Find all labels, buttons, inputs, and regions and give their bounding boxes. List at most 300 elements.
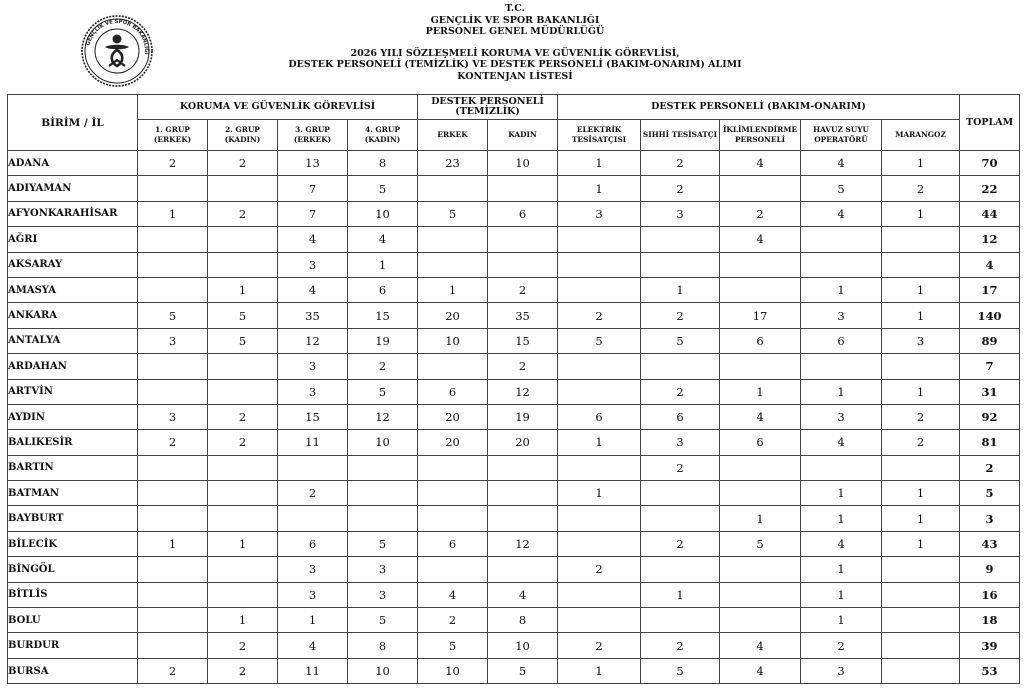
table-row [8, 608, 1020, 633]
column-header: 3. GRUP (ERKEK) [278, 120, 348, 151]
quota-cell [558, 582, 641, 607]
total-cell: 53 [960, 658, 1020, 683]
column-header-row [8, 120, 1020, 151]
subtitle-line: KONTENJAN LİSTESİ [457, 70, 573, 82]
quota-cell: 10 [488, 151, 558, 176]
province-name: BİNGÖL [8, 557, 138, 582]
quota-cell: 1 [418, 277, 488, 302]
quota-cell [641, 354, 720, 379]
quota-cell: 1 [801, 582, 882, 607]
total-cell: 81 [960, 430, 1020, 455]
quota-cell: 11 [278, 430, 348, 455]
quota-cell: 5 [488, 658, 558, 683]
quota-cell: 12 [488, 379, 558, 404]
quota-cell: 2 [208, 430, 278, 455]
quota-cell: 4 [720, 227, 801, 252]
quota-cell: 6 [418, 379, 488, 404]
quota-cell: 2 [641, 303, 720, 328]
quota-cell: 1 [801, 481, 882, 506]
quota-cell: 3 [278, 252, 348, 277]
total-cell: 31 [960, 379, 1020, 404]
quota-cell [488, 455, 558, 480]
quota-cell: 2 [348, 354, 418, 379]
quota-cell [558, 506, 641, 531]
quota-cell: 4 [278, 633, 348, 658]
title-line: PERSONEL GENEL MÜDÜRLÜĞÜ [425, 26, 605, 38]
province-name: AYDIN [8, 404, 138, 429]
quota-cell [278, 506, 348, 531]
quota-cell: 1 [801, 506, 882, 531]
quota-cell: 2 [138, 658, 208, 683]
group-header-bakim-onarim: DESTEK PERSONELİ (BAKIM-ONARIM) [558, 95, 960, 120]
total-cell: 3 [960, 506, 1020, 531]
quota-cell: 1 [720, 379, 801, 404]
quota-cell [801, 227, 882, 252]
province-name: BURDUR [8, 633, 138, 658]
quota-cell: 6 [418, 531, 488, 556]
quota-cell [641, 252, 720, 277]
province-name: BURSA [8, 658, 138, 683]
quota-cell: 2 [641, 531, 720, 556]
quota-cell: 4 [278, 227, 348, 252]
quota-cell: 1 [882, 531, 960, 556]
quota-cell: 5 [418, 201, 488, 226]
quota-cell [641, 481, 720, 506]
table-row [8, 252, 1020, 277]
quota-cell: 8 [488, 608, 558, 633]
total-cell: 2 [960, 455, 1020, 480]
title-line: T.C. [505, 3, 525, 14]
group-header-temizlik: DESTEK PERSONELİ (TEMİZLİK) [418, 95, 558, 120]
table-row [8, 227, 1020, 252]
quota-cell [138, 354, 208, 379]
quota-cell [720, 608, 801, 633]
quota-cell [208, 252, 278, 277]
quota-cell: 1 [801, 379, 882, 404]
table-row [8, 354, 1020, 379]
quota-cell: 6 [348, 277, 418, 302]
quota-cell: 4 [801, 430, 882, 455]
province-name: AMASYA [8, 277, 138, 302]
quota-cell [418, 481, 488, 506]
total-cell: 44 [960, 201, 1020, 226]
column-header: HAVUZ SUYU OPERATÖRÜ [801, 120, 882, 151]
quota-cell: 1 [882, 277, 960, 302]
quota-cell [348, 481, 418, 506]
ministry-emblem-icon [80, 14, 154, 88]
quota-cell: 2 [138, 151, 208, 176]
title-line: GENÇLİK VE SPOR BAKANLIĞI [430, 14, 600, 26]
quota-cell: 2 [208, 151, 278, 176]
quota-cell: 4 [801, 531, 882, 556]
quota-cell: 3 [558, 201, 641, 226]
total-cell: 22 [960, 176, 1020, 201]
quota-cell: 2 [882, 176, 960, 201]
quota-cell [720, 277, 801, 302]
quota-cell [418, 455, 488, 480]
total-cell: 5 [960, 481, 1020, 506]
quota-cell [138, 455, 208, 480]
quota-cell: 4 [278, 277, 348, 302]
quota-cell: 1 [641, 582, 720, 607]
province-name: AĞRI [8, 227, 138, 252]
table-row [8, 557, 1020, 582]
quota-cell: 10 [348, 430, 418, 455]
province-name: ARTVİN [8, 379, 138, 404]
province-name: AKSARAY [8, 252, 138, 277]
quota-cell: 6 [720, 328, 801, 353]
quota-cell [801, 252, 882, 277]
quota-cell: 15 [488, 328, 558, 353]
quota-cell [641, 608, 720, 633]
quota-cell: 1 [278, 608, 348, 633]
quota-cell [488, 506, 558, 531]
quota-cell [558, 379, 641, 404]
quota-cell: 2 [208, 658, 278, 683]
quota-cell: 5 [641, 328, 720, 353]
quota-cell: 4 [801, 151, 882, 176]
quota-cell: 7 [278, 176, 348, 201]
quota-cell: 3 [882, 328, 960, 353]
province-name: BATMAN [8, 481, 138, 506]
total-cell: 89 [960, 328, 1020, 353]
quota-cell: 1 [801, 557, 882, 582]
quota-cell: 1 [558, 151, 641, 176]
total-cell: 92 [960, 404, 1020, 429]
quota-cell: 3 [138, 404, 208, 429]
quota-cell: 3 [641, 430, 720, 455]
province-name: BİLECİK [8, 531, 138, 556]
quota-cell: 1 [138, 531, 208, 556]
subtitle-line: DESTEK PERSONELİ (TEMİZLİK) VE DESTEK PERSONELİ (BAKIM-ONARIM) ALIMI [288, 59, 742, 71]
quota-table [7, 94, 1020, 684]
quota-cell: 3 [801, 303, 882, 328]
total-cell: 70 [960, 151, 1020, 176]
quota-cell: 17 [720, 303, 801, 328]
quota-cell [138, 608, 208, 633]
quota-cell [208, 582, 278, 607]
quota-cell: 2 [641, 455, 720, 480]
quota-cell: 2 [208, 404, 278, 429]
quota-cell: 10 [348, 201, 418, 226]
quota-cell: 5 [348, 531, 418, 556]
quota-cell: 5 [348, 608, 418, 633]
quota-cell: 3 [278, 557, 348, 582]
quota-cell: 1 [882, 201, 960, 226]
quota-cell [138, 633, 208, 658]
total-cell: 140 [960, 303, 1020, 328]
quota-cell [558, 455, 641, 480]
quota-cell [641, 506, 720, 531]
quota-cell [488, 252, 558, 277]
quota-cell: 1 [882, 151, 960, 176]
quota-cell: 6 [720, 430, 801, 455]
quota-cell: 1 [882, 379, 960, 404]
quota-cell [558, 608, 641, 633]
quota-cell: 2 [488, 354, 558, 379]
total-cell: 17 [960, 277, 1020, 302]
quota-cell [138, 582, 208, 607]
table-row [8, 303, 1020, 328]
province-name: BİTLİS [8, 582, 138, 607]
quota-cell: 1 [720, 506, 801, 531]
quota-cell [488, 481, 558, 506]
province-name: BARTIN [8, 455, 138, 480]
quota-cell: 1 [558, 430, 641, 455]
table-row [8, 379, 1020, 404]
quota-cell [348, 455, 418, 480]
quota-cell: 2 [278, 481, 348, 506]
quota-cell [801, 354, 882, 379]
quota-cell: 20 [418, 430, 488, 455]
province-name: BALIKESİR [8, 430, 138, 455]
table-row [8, 404, 1020, 429]
quota-cell [138, 252, 208, 277]
quota-cell: 1 [558, 658, 641, 683]
quota-cell: 2 [801, 633, 882, 658]
quota-cell [208, 557, 278, 582]
quota-cell: 3 [801, 404, 882, 429]
quota-cell [418, 557, 488, 582]
quota-cell: 3 [278, 379, 348, 404]
quota-cell: 7 [278, 201, 348, 226]
quota-cell: 4 [488, 582, 558, 607]
column-header: İKLİMLENDİRME PERSONELİ [720, 120, 801, 151]
quota-cell: 2 [138, 430, 208, 455]
quota-cell: 2 [558, 303, 641, 328]
table-row [8, 506, 1020, 531]
quota-cell: 5 [348, 379, 418, 404]
province-name: BOLU [8, 608, 138, 633]
quota-cell [418, 354, 488, 379]
quota-cell [558, 277, 641, 302]
quota-cell [138, 379, 208, 404]
quota-cell [208, 176, 278, 201]
province-name: ANKARA [8, 303, 138, 328]
column-header: ELEKTRİK TESİSATÇISI [558, 120, 641, 151]
quota-cell: 4 [720, 404, 801, 429]
total-cell: 43 [960, 531, 1020, 556]
quota-cell [882, 252, 960, 277]
quota-cell [641, 557, 720, 582]
quota-cell: 5 [801, 176, 882, 201]
quota-cell: 5 [558, 328, 641, 353]
quota-cell: 5 [720, 531, 801, 556]
province-name: ANTALYA [8, 328, 138, 353]
quota-cell: 12 [488, 531, 558, 556]
quota-cell: 3 [278, 354, 348, 379]
column-header: MARANGOZ [882, 120, 960, 151]
quota-cell [418, 506, 488, 531]
quota-cell: 10 [418, 328, 488, 353]
total-cell: 16 [960, 582, 1020, 607]
quota-cell [278, 455, 348, 480]
quota-cell [558, 252, 641, 277]
quota-cell: 2 [882, 430, 960, 455]
quota-cell [488, 176, 558, 201]
table-row [8, 658, 1020, 683]
quota-cell [488, 557, 558, 582]
quota-cell [641, 227, 720, 252]
quota-cell: 2 [641, 379, 720, 404]
quota-cell [882, 455, 960, 480]
column-header: 4. GRUP (KADIN) [348, 120, 418, 151]
document-header [0, 0, 1024, 94]
quota-cell [882, 633, 960, 658]
quota-cell [558, 227, 641, 252]
quota-cell: 4 [720, 151, 801, 176]
quota-cell: 2 [641, 176, 720, 201]
quota-cell [208, 227, 278, 252]
quota-cell: 19 [348, 328, 418, 353]
quota-cell: 1 [882, 506, 960, 531]
quota-cell: 20 [488, 430, 558, 455]
quota-cell: 3 [348, 582, 418, 607]
quota-cell [720, 557, 801, 582]
quota-cell: 6 [558, 404, 641, 429]
quota-cell: 2 [720, 201, 801, 226]
quota-cell: 5 [348, 176, 418, 201]
quota-cell: 15 [348, 303, 418, 328]
province-name: ADIYAMAN [8, 176, 138, 201]
quota-cell: 35 [488, 303, 558, 328]
quota-cell: 13 [278, 151, 348, 176]
quota-cell [558, 354, 641, 379]
quota-cell [348, 506, 418, 531]
quota-cell: 1 [558, 481, 641, 506]
quota-cell [138, 557, 208, 582]
quota-cell [720, 252, 801, 277]
province-name: AFYONKARAHİSAR [8, 201, 138, 226]
quota-cell [720, 455, 801, 480]
quota-cell: 2 [558, 557, 641, 582]
quota-cell: 6 [488, 201, 558, 226]
document-titles [160, 3, 870, 83]
table-row [8, 176, 1020, 201]
column-header: 1. GRUP (ERKEK) [138, 120, 208, 151]
quota-cell [488, 227, 558, 252]
quota-cell: 15 [278, 404, 348, 429]
quota-cell [138, 506, 208, 531]
province-name: ADANA [8, 151, 138, 176]
quota-cell: 4 [418, 582, 488, 607]
quota-cell: 20 [418, 303, 488, 328]
quota-cell [720, 481, 801, 506]
quota-cell: 10 [418, 658, 488, 683]
table-row [8, 151, 1020, 176]
quota-cell: 1 [882, 303, 960, 328]
quota-cell: 4 [720, 658, 801, 683]
quota-cell: 2 [208, 201, 278, 226]
quota-cell: 12 [348, 404, 418, 429]
quota-cell: 3 [278, 582, 348, 607]
quota-cell: 1 [208, 608, 278, 633]
quota-cell: 1 [801, 277, 882, 302]
quota-cell: 2 [208, 633, 278, 658]
total-cell: 9 [960, 557, 1020, 582]
quota-cell: 3 [138, 328, 208, 353]
quota-cell [882, 227, 960, 252]
quota-cell: 23 [418, 151, 488, 176]
quota-cell [418, 176, 488, 201]
quota-cell: 2 [882, 404, 960, 429]
quota-cell: 20 [418, 404, 488, 429]
column-header: KADIN [488, 120, 558, 151]
quota-cell [882, 557, 960, 582]
quota-cell: 10 [348, 658, 418, 683]
quota-cell: 2 [641, 633, 720, 658]
quota-cell [208, 506, 278, 531]
table-row [8, 455, 1020, 480]
quota-cell: 3 [641, 201, 720, 226]
group-header-koruma: KORUMA VE GÜVENLİK GÖREVLİSİ [138, 95, 418, 120]
quota-cell: 6 [641, 404, 720, 429]
quota-cell: 8 [348, 151, 418, 176]
total-cell: 7 [960, 354, 1020, 379]
quota-cell [882, 582, 960, 607]
province-name: BAYBURT [8, 506, 138, 531]
quota-cell [418, 252, 488, 277]
table-row [8, 582, 1020, 607]
quota-cell: 2 [558, 633, 641, 658]
total-cell: 18 [960, 608, 1020, 633]
table-row [8, 277, 1020, 302]
quota-cell: 1 [138, 201, 208, 226]
quota-cell [882, 658, 960, 683]
quota-cell [801, 455, 882, 480]
quota-cell: 1 [208, 531, 278, 556]
quota-cell: 2 [641, 151, 720, 176]
quota-cell [138, 176, 208, 201]
birim-header: BİRİM / İL [8, 95, 138, 151]
quota-cell: 1 [641, 277, 720, 302]
quota-cell: 4 [348, 227, 418, 252]
quota-cell [720, 176, 801, 201]
quota-cell: 5 [208, 303, 278, 328]
quota-cell: 2 [488, 277, 558, 302]
quota-cell: 3 [348, 557, 418, 582]
total-cell: 39 [960, 633, 1020, 658]
quota-cell: 5 [418, 633, 488, 658]
table-row [8, 328, 1020, 353]
quota-cell [558, 531, 641, 556]
ministry-logo [80, 14, 154, 88]
quota-cell [882, 354, 960, 379]
quota-cell: 1 [208, 277, 278, 302]
quota-cell: 35 [278, 303, 348, 328]
total-cell: 4 [960, 252, 1020, 277]
table-row [8, 201, 1020, 226]
quota-cell: 2 [418, 608, 488, 633]
column-header: ERKEK [418, 120, 488, 151]
subtitle-line: 2026 YILI SÖZLEŞMELİ KORUMA VE GÜVENLİK GÖREVLİSİ, [350, 47, 680, 59]
quota-cell: 4 [720, 633, 801, 658]
toplam-header: TOPLAM [960, 95, 1020, 151]
quota-cell: 4 [801, 201, 882, 226]
quota-cell [418, 227, 488, 252]
table-body [8, 151, 1020, 684]
column-header: SIHHİ TESİSATÇI [641, 120, 720, 151]
quota-cell: 6 [801, 328, 882, 353]
table-row [8, 531, 1020, 556]
quota-cell: 8 [348, 633, 418, 658]
total-cell: 12 [960, 227, 1020, 252]
quota-cell: 3 [801, 658, 882, 683]
quota-cell: 10 [488, 633, 558, 658]
quota-cell [138, 481, 208, 506]
quota-cell: 1 [558, 176, 641, 201]
quota-cell: 5 [138, 303, 208, 328]
